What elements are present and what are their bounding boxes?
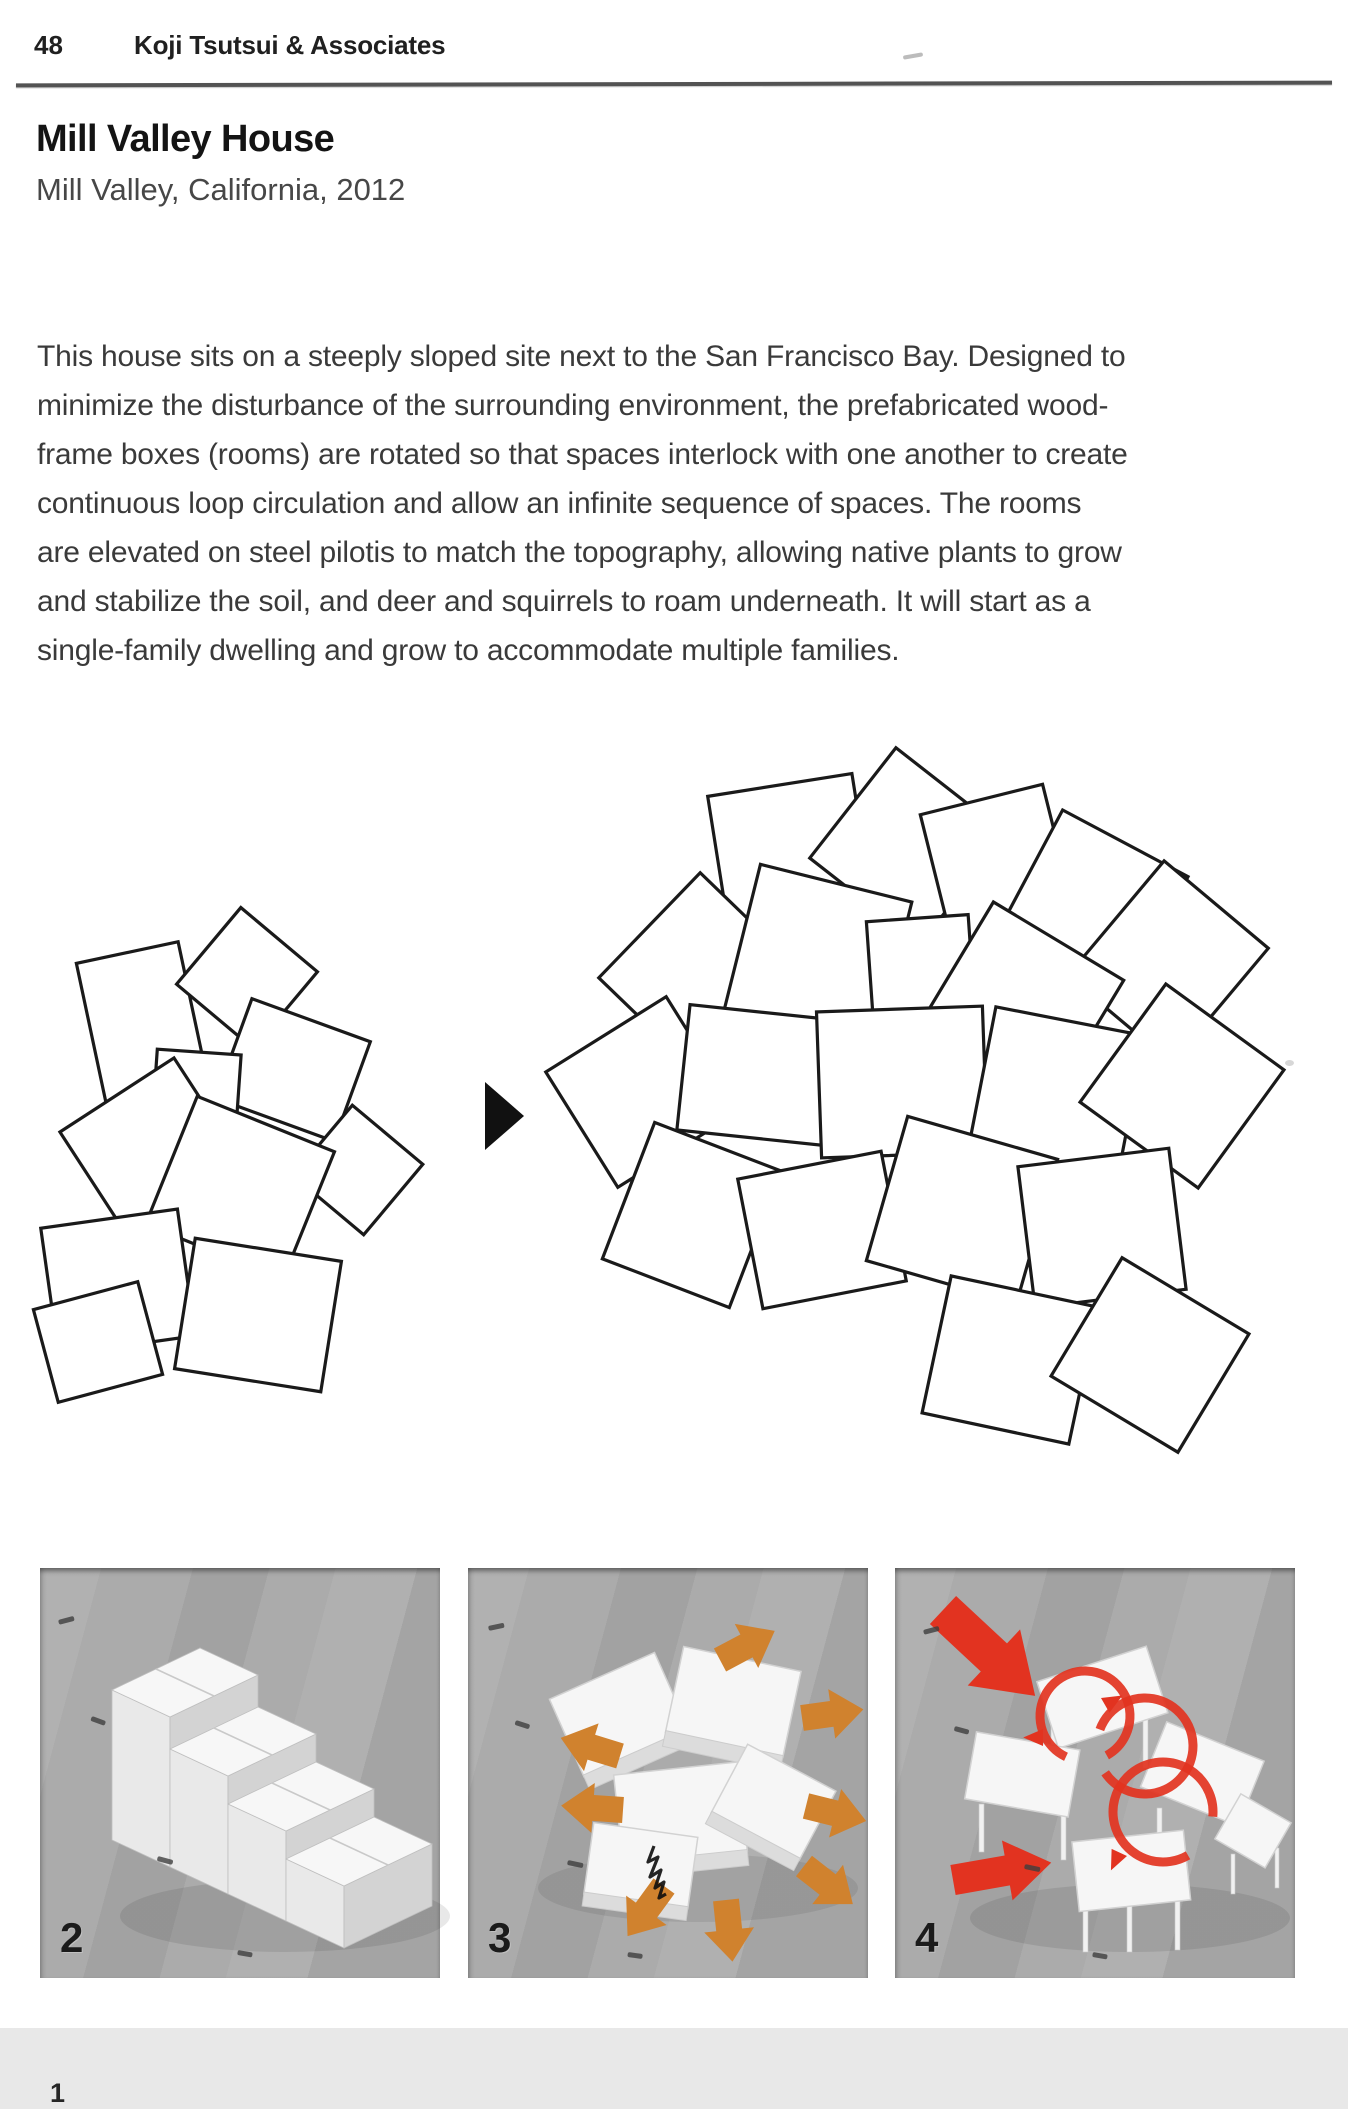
description-line: minimize the disturbance of the surrounding environment, the prefabricated wood- bbox=[37, 389, 1109, 422]
left-square-cluster bbox=[33, 908, 422, 1403]
right-triangle-arrow-icon bbox=[485, 1082, 524, 1150]
description-line: are elevated on steel pilotis to match the topography, allowing native plants to grow bbox=[37, 536, 1122, 569]
diagram-square bbox=[175, 1238, 342, 1392]
page-title: Mill Valley House bbox=[36, 118, 335, 160]
photo-4-label: 4 bbox=[915, 1914, 939, 1961]
ground-mark bbox=[627, 1952, 643, 1959]
photo-3-rotated-boxes bbox=[468, 1568, 868, 1978]
description-line: frame boxes (rooms) are rotated so that spaces interlock with one another to create bbox=[37, 438, 1128, 471]
ground-mark bbox=[90, 1716, 106, 1726]
page-subtitle: Mill Valley, California, 2012 bbox=[36, 172, 406, 207]
ground-mark bbox=[514, 1720, 530, 1729]
ground-mark bbox=[488, 1623, 505, 1631]
ground-mark bbox=[1092, 1952, 1108, 1960]
photo-2-stacked-cubes bbox=[40, 1568, 440, 1978]
right-square-cluster bbox=[546, 748, 1284, 1453]
description-line: continuous loop circulation and allow an infinite sequence of spaces. The rooms bbox=[37, 487, 1082, 520]
photo-2-canvas bbox=[40, 1568, 440, 1978]
photo-4-canvas bbox=[895, 1568, 1295, 1978]
description-paragraph bbox=[37, 332, 1297, 675]
page-number: 48 bbox=[34, 30, 63, 60]
ground-mark bbox=[954, 1726, 970, 1735]
photo-3-canvas bbox=[468, 1568, 868, 1978]
diagram-canvas bbox=[0, 720, 1348, 1480]
ground-mark bbox=[923, 1626, 940, 1635]
description-line: and stabilize the soil, and deer and squirrels to roam underneath. It will start as a bbox=[37, 585, 1091, 618]
scan-artifact bbox=[903, 52, 923, 59]
header-title: Koji Tsutsui & Associates bbox=[134, 30, 446, 60]
figure-1-label: 1 bbox=[50, 2078, 66, 2108]
photo-3-label: 3 bbox=[488, 1914, 512, 1961]
ground-mark bbox=[58, 1616, 75, 1625]
photo-2-label: 2 bbox=[60, 1914, 84, 1961]
figure-1-diagram bbox=[0, 720, 1348, 2108]
description-line: single-family dwelling and grow to accommodate multiple families. bbox=[37, 634, 900, 667]
cube-face bbox=[112, 1690, 170, 1867]
description-line: This house sits on a steeply sloped site next to the San Francisco Bay. Designed to bbox=[37, 340, 1126, 373]
photo-4-circulation-model bbox=[895, 1568, 1295, 1978]
scan-speck bbox=[1285, 1060, 1294, 1066]
header-rule bbox=[16, 81, 1332, 88]
